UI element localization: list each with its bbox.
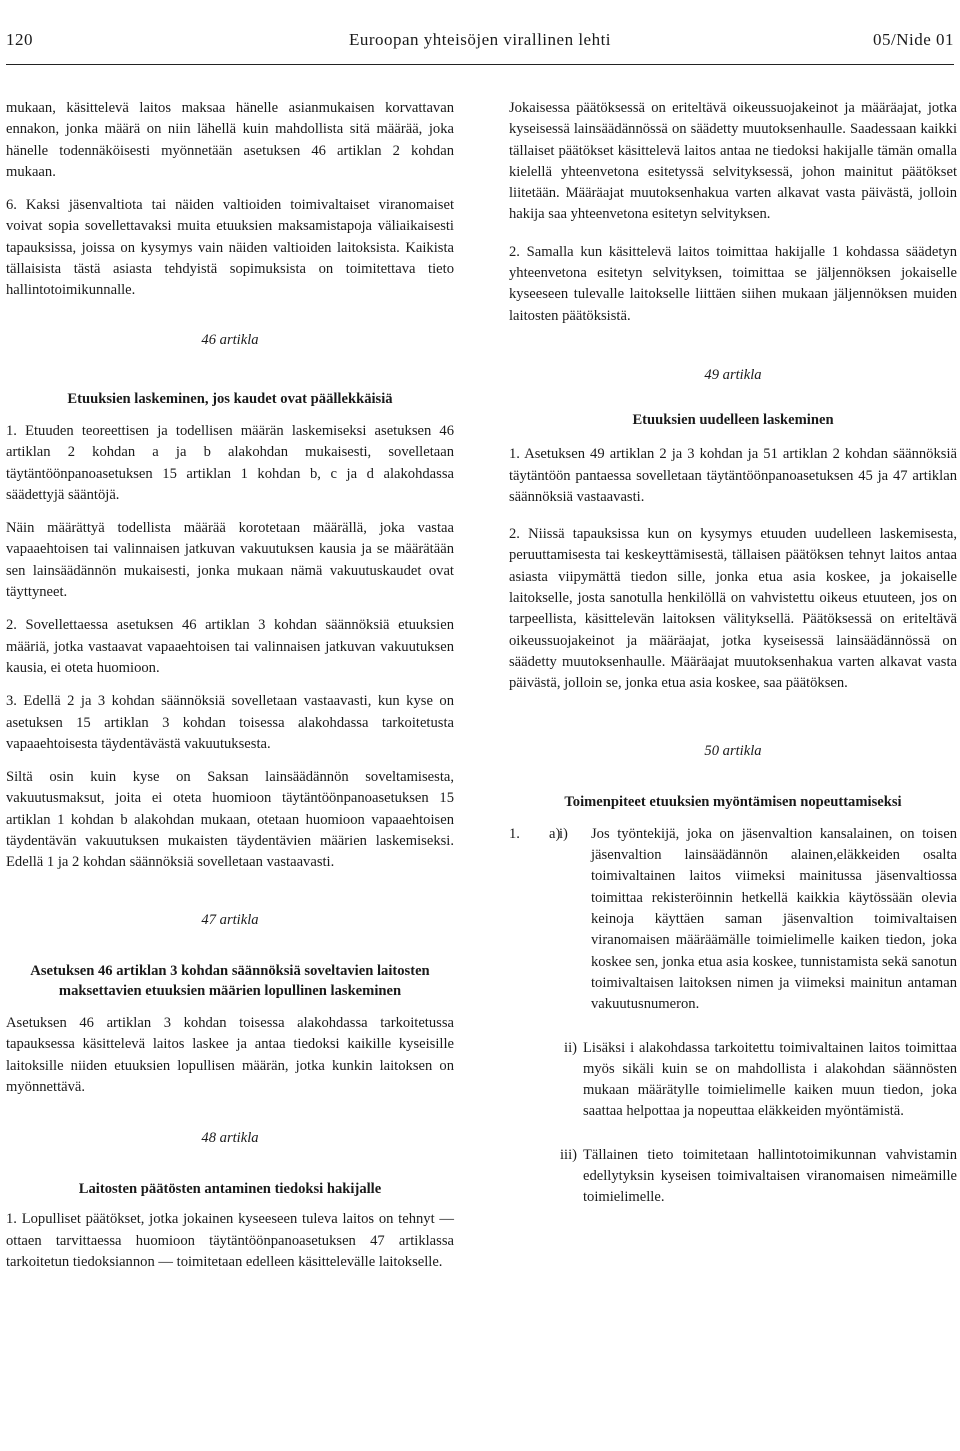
volume-label: 05/Nide 01 (872, 30, 954, 49)
article-46-paragraph-1: 1. Etuuden teoreettisen ja todellisen määrän laskemiseksi asetuksen 46 artiklan 2 kohdan a ja b alakohdan mukaisesti, sovelletaan täytäntöönpanoasetuksen 15 artiklan 1 kohdan b, c ja d alakohdassa säädettyjä sääntöjä. (6, 422, 454, 503)
paragraph-intro: mukaan, käsittelevä laitos maksaa hänelle asianmukaisen korvattavan ennakon, jonka määrä on niin lähellä kuin mahdollista sitä määrää, joka hänelle todennäköisesti myönnetään asetuksen 46 artiklan 2 kohdan mukaan. (6, 100, 454, 180)
article-47-number: 47 artikla (201, 911, 259, 928)
article-47-title: Asetuksen 46 artiklan 3 kohdan säännöksiä soveltavien laitosten maksettavien etuuksien määrien lopullinen laskeminen (30, 962, 430, 999)
article-50-number: 50 artikla (704, 742, 762, 759)
article-49-number: 49 artikla (704, 366, 762, 383)
left-column (6, 98, 454, 1273)
subitem-i (559, 824, 957, 1016)
article-49-title: Etuuksien uudelleen laskeminen (632, 412, 834, 429)
subitem-iii-label: iii) (559, 1146, 577, 1163)
subitem-ii (509, 1038, 957, 1123)
article-48-number: 48 artikla (201, 1130, 259, 1147)
header-rule (6, 64, 954, 65)
article-47-paragraph: Asetuksen 46 artiklan 3 kohdan toisessa alakohdassa tarkoitetussa tapauksessa käsittelevä laitos laskee ja antaa tiedoksi kaikille kyseisille laitoksille niiden etuuksien lopullisen määrän, jotka kunkin laitoksen on myönnettävä. (6, 1014, 454, 1095)
article-46-paragraph-2: 2. Sovellettaessa asetuksen 46 artiklan 3 kohdan säännöksiä etuuksien määriä, jotka vastaavat vapaaehtoisen tai valinnaisen jatkuvan vakuutuksen kausia, ei oteta huomioon. (6, 617, 454, 676)
item-letter-a: a) (549, 825, 561, 842)
article-50-item-1a (509, 824, 957, 1016)
journal-title: Euroopan yhteisöjen virallinen lehti (348, 30, 612, 49)
article-49-paragraph-1: 1. Asetuksen 49 artiklan 2 ja 3 kohdan ja 51 artiklan 2 kohdan säännöksiä täytäntöön pantaessa sovelletaan täytäntöönpanoasetuksen 45 ja 47 artiklan säännöksiä vastaavasti. (509, 446, 957, 505)
page-header (6, 30, 954, 60)
article-49-paragraph-2: 2. Niissä tapauksissa kun on kysymys etuuden uudelleen laskemisesta, peruuttamisesta tai keskeyttämisestä, tällaisen päätöksen tehnyt laitos antaa asiasta viipymättä tiedon sille, jonka etua asia koskee, ja jokaiselle laitokselle, josta sanotulla henkilöllä on vahvistettu oikeus etuuteen, jos on tarpeellista, käsittelevän laitoksen välityksellä. Päätöksessä on eriteltävä oikeussuojakeinot ja määräajat, jotka kyseisessä lainsäädännössä on säädetty muutoksenhaulle. Määräajat muutoksenhakua varten alkavat vasta päivästä, jolloin se, jonka etua asia koskee, saa päätöksen. (509, 526, 957, 692)
article-50-title: Toimenpiteet etuuksien myöntämisen nopeuttamiseksi (564, 793, 902, 810)
article-46-paragraph-3: 3. Edellä 2 ja 3 kohdan säännöksiä sovelletaan vastaavasti, kun kyse on asetuksen 15 artiklan 3 kohdan toisessa alakohdassa tarkoitetusta vapaaehtoisesta täydentävästä vakuutuksesta. (6, 693, 454, 752)
article-48-paragraph-1: 1. Lopulliset päätökset, jotka jokainen kyseeseen tuleva laitos on tehnyt — ottaen tarvittaessa huomioon täytäntöönpanoasetuksen 47 artiklassa tarkoitetun tiedoksiannon — toimitetaan edelleen käsittelevälle laitokselle. (6, 1211, 454, 1270)
right-column (509, 98, 957, 1209)
subitem-ii-label: ii) (564, 1039, 577, 1056)
article-46-paragraph-4: Siltä osin kuin kyse on Saksan lainsäädännön soveltamisesta, vakuutusmaksut, joita ei oteta huomioon täytäntöönpanoasetuksen 15 artiklan 1 kohdan b alakohdan mukaan, otetaan huomioon vapaaehtoisen täydentävän vakuutuksen mukaisten täydentävien määrien laskemiseksi. Edellä 1 ja 2 kohdan säännöksiä sovelletaan vastaavasti. (6, 769, 454, 871)
subitem-iii (509, 1145, 957, 1209)
item-number-1: 1. (509, 825, 520, 842)
subitem-i-label: i) (559, 825, 568, 842)
article-46-title: Etuuksien laskeminen, jos kaudet ovat päällekkäisiä (67, 390, 393, 407)
paragraph-continued-1: Jokaisessa päätöksessä on eriteltävä oikeussuojakeinot ja määräajat, jotka kyseisessä lainsäädännössä on säädetty muutoksenhaulle. Saadessaan kaikki tällaiset päätökset käsittelevä laitos antaa ne tiedoksi hakijalle tämän omalla kielellä yhteenvetona esitetyssä selvityksessä, johon mainitut päätökset liitetään. Määräajat muutoksenhakua varten alkavat vasta päivästä, jolloin hakija saa yhteenvetona esitetyn selvityksen. (509, 100, 957, 223)
page-number: 120 (6, 30, 33, 49)
article-48-title: Laitosten päätösten antaminen tiedoksi hakijalle (78, 1181, 382, 1198)
article-46-number: 46 artikla (201, 331, 259, 348)
item-a-subitems (559, 824, 957, 1016)
subitem-i-text: Jos työntekijä, joka on jäsenvaltion kansalainen, on toisen jäsenvaltion lainsäädännön alainen,eläkkeiden osalta toimivaltainen laitos viimeksi mainitussa jäsenvaltiossa toimittaa rekisteröinnin hetkellä kaikkia käytössään olevia keinoja käyttäen saman jäsenvaltion toimivaltaisen viranomaisen määräämälle toimielimelle kaiken tiedon, joka koskee sen, jonka etua asia koskee, tunnistamista sekä sanotun toimivaltaisen laitoksen nimen ja viimeksi mainitun antaman vakuutusnumeron. (591, 825, 957, 1013)
article-46-paragraph-1b: Näin määrättyä todellista määrää korotetaan määrällä, joka vastaa vapaaehtoisen tai valinnaisen jatkuvan vakuutuksen kausia ja se määrätään sen lainsäädännön mukaisesti, jonka mukaan nämä vakuutuskaudet ovat täyttyneet. (6, 520, 454, 601)
paragraph-6: 6. Kaksi jäsenvaltiota tai näiden valtioiden toimivaltaiset viranomaiset voivat sopia sovellettavaksi muita etuuksien maksamistapoja väliaikaisesti tapauksissa, joissa on kysymys vain näiden valtioiden laitoksista. Kaikista tällaisista tästä asiasta tehdyistä sopimuksista on toimitettava tieto hallintotoimikunnalle. (6, 197, 454, 299)
subitem-iii-text: Tällainen tieto toimitetaan hallintotoimikunnan vahvistamin edellytyksin kyseisen toimivaltaisen viranomaisen nimeämille toimielimelle. (583, 1146, 957, 1206)
subitem-ii-text: Lisäksi i alakohdassa tarkoitettu toimivaltainen laitos toimittaa myös sikäli kuin se on mahdollista i alakohdan säännösten mukaan määrätylle toimielimelle kaiken muun tiedon, joka saattaa helpottaa ja nopeuttaa eläkkeiden myöntämistä. (583, 1039, 957, 1120)
paragraph-continued-2: 2. Samalla kun käsittelevä laitos toimittaa hakijalle 1 kohdassa säädetyn yhteenvetona esitetyn selvityksen, toimittaa se jäljennöksen jokaiselle kyseeseen tulevalle laitokselle liittäen siihen mukaan jäljennöksen muiden laitosten päätöksistä. (509, 243, 957, 324)
